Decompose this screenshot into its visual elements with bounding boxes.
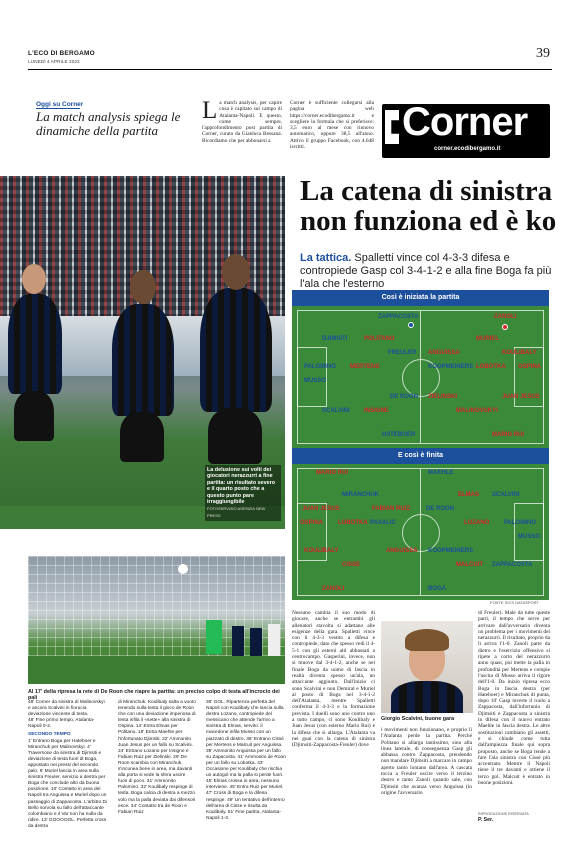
player-shorts: [208, 408, 262, 464]
player-label: ZAPPACOSTA: [378, 314, 419, 320]
player-shorts: [14, 391, 54, 441]
player-label: KOOPMEINERS: [428, 364, 474, 370]
player-label: ZAPPACOSTA: [492, 562, 533, 568]
player-marker: [408, 322, 414, 328]
section-kicker: Oggi su Corner: [36, 101, 84, 108]
intro-column-2: Corner è sufficiente collegarsi alla pagina web https://corner.ecodibergamo.it e scegliere la formula che si preferisce: 3,5 euro al mese con rinnovo automatico, oppure 38,5 all'anno. Attivo il gruppo Facebook, con 4.648 iscritti.: [290, 100, 374, 151]
left-box: [297, 347, 327, 407]
player-label: JUAN JESUS: [302, 506, 340, 512]
newspaper-name: L'ECO DI BERGAMO: [28, 50, 95, 57]
player-label: MAEHLE: [428, 470, 454, 476]
second-half-heading: SECONDO TEMPO: [28, 732, 71, 738]
hair: [405, 629, 449, 651]
deck-text: Spalletti vince col 4-3-3 difesa e contropiede Gasp col 3-4-1-2 e alla fine Boga fa più l'ala che l'esterno: [300, 252, 552, 290]
player-label: ANGUISSA: [428, 350, 460, 356]
photo-caption-text: La delusione sui volti dei giocatori nerazzurri a fine partita: un risultato severo e il quarto posto che a questo punto pare irraggiungibile: [207, 467, 275, 506]
pitch-diagram: [297, 310, 544, 444]
player-label: ZIELINSKI: [428, 394, 458, 400]
ball-icon: [178, 564, 188, 574]
live-entry: 1' Entrano Boga per Hateboer e Miranchuk per Malinovskyi. 4' Traversone da sinistra di Djimsiti e deviazione di testa fuori di Boga, appostato nei pressi del secondo palo. 6' Muriel lancia in area sulla sinistra Freuler, servizio a destra per Boga che conclude alto da buona posizione. 10' Contatto in area del Napoli tra Anguissa e Muriel dopo un passaggio di Zappacosta. L'arbitro Di Bello sorvola su fallo dell'attaccante colombiano e il Var non ha nulla da ridire. 13' GOOOOOL. Perfetta cross da destra: [28, 738, 108, 829]
player-label: DE ROON: [426, 506, 455, 512]
player-label: FABIAN RUIZ: [372, 506, 410, 512]
issue-date: LUNEDÌ 4 APRILE 2022: [28, 60, 80, 65]
player-label: PALOMINO: [304, 364, 336, 370]
live-entry: 48' Corner da sinistra di Malinovskyi e ancora Scalvini in fiorucia deviazione vincente di testa.: [28, 700, 105, 718]
player-label: OSPINA: [300, 520, 324, 526]
player-label: POLITANO: [364, 336, 395, 342]
player-label: MUSSO: [518, 534, 541, 540]
player-label: MIRANCHUK: [342, 492, 379, 498]
player-figure: [112, 304, 174, 416]
player-label: SCALVINI: [492, 492, 520, 498]
copyright-note: RIPRODUZIONE RISERVATA: [478, 812, 529, 816]
player-figure: [200, 288, 272, 412]
player-shorts: [120, 412, 164, 462]
scalvini-portrait: [381, 621, 473, 713]
drop-cap: L: [202, 97, 218, 124]
logo-url: corner.ecodibergamo.it: [434, 146, 501, 152]
player-figure: [268, 624, 280, 656]
intro-text-1: a match analysis, per capire cosa è capitato sul campo di Atalanta-Napoli. E questo, come sempre, l'approfondimento post partita di Corner, curato da Gianluca Bessana. Ricordiamo che per abbonarsi a: [202, 100, 282, 144]
corner-mark-icon: [385, 110, 399, 144]
pitch-diagram: [297, 468, 544, 596]
photo-credit: FOTOSERVIZIO AGENZIA NEW PRESS: [207, 506, 266, 518]
player-label: ZANOLI: [494, 314, 517, 320]
player-label: FREULER: [388, 350, 417, 356]
player-label: PASALIC: [370, 520, 396, 526]
formation-end-title: E così è finita: [292, 448, 549, 464]
goal-net: [28, 556, 285, 656]
intro-headline: La match analysis spiega le dinamiche della partita: [36, 109, 181, 138]
player-label: MURIEL: [476, 336, 499, 342]
formation-source: FONTE SICS DATASPORT: [490, 600, 539, 605]
live-column-2: di Miranchuk. Koulibaly salta a vuoto tenendo sulla testa il gioco de Roon che con una deviazione imperiosa di testa infila il «sette» alla sinistra di Ospina. 14' Entra Elmas per Politano. 18' Entra Maehle per l'infortunato Djimsiti. 22' Ammonito Juan Jesus per un fallo su Scalvini. 24' Entrano Lozano per Insigne e Fabian Ruiz per Zielinski. 29' De Roon scambia con Miranchuk, s'incunea bene in area, ma davanti alla porta si vede la sfera uscire fuori di poco. 31' Ammonito Palomino. 32' Koulibaly respinge di testa. Boga calcia di destra a mezzo volo ma la palla deviata dai difensori esce. 34' Contatto tra de Roon e Fabian Ruiz: [118, 700, 196, 815]
player-figure: [8, 294, 62, 394]
player-label: ANGUISSA: [386, 548, 418, 554]
body-column-3: di Freuler). Male da tutte queste parti, il tempo che serve per arrivare dall'avversario diventa un problema per i movimenti dei nerazzurri. Il risultato, proprio da lì arriva l'1-0. Zanoli parte da dietro e l'esercizio offensivo si ripete a corto del nerazzurro anno quasi, poi mette la palla in profondità per Mertens e compie l'uscita di Musso arriva il rigore dell'1-0. Da inizio ripresa ecco Boga in fascia destra (per Hateboer) e Miranchuk di punta, dopo 10' Gasp inverte il ruolo a Zappacosta, dall'infortunio di Djimsiti e Zappacosta a sinistra in difesa con il nuovo entrato Maehle in fascia destra. Le altre sostituzioni cambiano gli assetti, e si chiude come tutta dall'ampiezza finale qui sopra proposto, anche se Boga tende a fare l'ala sinistra con Cissé più accentrato. Mentre il Napoli tiene il tre davanti e ottiene il terzo gol. Malcuit è entrato in buone posizioni.: [478, 610, 550, 787]
live-column-3: 36' GOL. Ripartenza perfetta del Napoli con Koulibaly che lancia sulla destra Lozano, contropiede del messicano che attende l'arrivo a sinistra di Elmas, servito: il macedone infila Musso con un piazzato di destro. 38' Entrano Cissé per Mertens e Malcuit per Anguissa. 39' Ammonito Anguissa per un fallo su Zapacosta. 41' Ammonito de Roon per un fallo su Lobotka. 43' Occasione per Koulibaly che rischia un autogol ma la palla si perde fuori. 45' Elmas crossa in area, nessuno interviene. 45' Entra Ruiz per Muriel. 47' Cross di Boga e la difesa respinge. 49' Un tentativo dell'interno dell'area di Cisse e risulta da Koulibaly. 51' Fine partita, Atalanta-Napoli 1-3.: [206, 700, 286, 821]
player-label: MALCUIT: [456, 562, 483, 568]
body-column-1: Nessuno cambia il suo modo di giocare, anche se entrambi gli allenatori stavolta si adattano alle esigenze della gara. Spalletti vince con il 4-3-3 vestito a difesa e contropiede, dato che spesso vedi il 4-5-1 con gli esterni alti abbassati a centrocampo. Gasperini, invece, non si muove dal 3-4-1-2, anche se nel finale Boga da uomo di fascia in realtà diventa spesso un'ala, un attaccante aggiunto. Dall'inizio ci sono Scalvini e non Demiral e Muriel al posto di Boga nel 3-4-1-2 dell'Atalanta, mentre Spalletti conferma il 4-3-3 e la formazione prevista. I duelli sono uno contro uno a tutto campo, ci sono Koulibaly e Juan Jesus (con esterno Mario Rui) e la difesa che si allarga. L'Atalanta va nei guai con la catena di sinistra (Djimsiti-Zappacosta-Freuler) dove: [292, 610, 375, 749]
player-label: MARIO RUI: [316, 470, 348, 476]
player-head: [130, 270, 156, 304]
photo-caption: [205, 465, 281, 521]
pitch-grass: [28, 656, 285, 684]
article-deck: [300, 252, 560, 291]
logo-word: Corner: [402, 104, 528, 144]
player-label: PALOMINO: [504, 520, 536, 526]
player-figure: [232, 626, 244, 656]
goalkeeper-figure: [206, 620, 222, 654]
player-head: [22, 264, 46, 294]
player-head: [222, 254, 250, 290]
player-label: BOGA: [428, 586, 446, 592]
right-box: [514, 503, 544, 561]
player-label: MUSSO: [304, 378, 327, 384]
formation-start-box: [292, 290, 549, 448]
article-title: La catena di sinistra non funziona ed è ko: [300, 175, 557, 237]
goal-photo: [28, 556, 285, 684]
player-label: LOZANO: [464, 520, 490, 526]
player-label: MARIO RUI: [492, 432, 524, 438]
player-label: KOULIBALY: [304, 548, 339, 554]
player-label: MALINOVSKYI: [456, 408, 498, 414]
deck-lead: La tattica.: [300, 252, 352, 264]
player-label: DJIMSITI: [322, 336, 348, 342]
player-label: JUAN JESUS: [502, 394, 540, 400]
portrait-caption: Giorgio Scalvini, buone gara: [381, 716, 455, 722]
body-column-2: i movimenti non funzionano, e proprio lì l'Atalanta perde la partita. Perché Politano si allarga tantissimo, sino alla linea laterale, di conseguenza Gasp gli abbassa contro Zappacosta, prendendo non mandare Djimsiti a marcare in campo aperto tanto lontano dall'area. A cascata tocca a Freuler uscire verso il terzino destro e tanto Zanoli quando sale, con Djimsiti che avanza verso Anguissa (in origine l'avversario: [381, 727, 472, 796]
goal-caption: Al 17' della ripresa la rete di De Roon che riapre la partita: un preciso colpo di testa all'incrocio dei pali: [28, 689, 280, 701]
player-label: LOBOTKA: [476, 364, 506, 370]
formation-start-title: Così è iniziata la partita: [292, 290, 549, 306]
player-label: CISSE: [342, 562, 361, 568]
player-label: OSPINA: [518, 364, 542, 370]
player-label: INSIGNE: [364, 408, 389, 414]
player-figure: [250, 628, 262, 658]
player-label: KOOPMEINERS: [428, 548, 474, 554]
player-marker: [502, 324, 508, 330]
player-label: SCALVINI: [322, 408, 350, 414]
player-label: LOBOTKA: [338, 520, 368, 526]
author-signature: P. Ser.: [478, 817, 494, 823]
live-entry: 48' Fine primo tempo, Atalanta-Napoli 0-2.: [28, 718, 95, 730]
intro-column-1: [202, 97, 282, 160]
page-number: 39: [536, 46, 550, 61]
player-label: KOULIBALY: [502, 350, 537, 356]
page-header: [28, 48, 552, 70]
corner-logo: [382, 104, 550, 158]
player-label: ZANOLI: [322, 586, 345, 592]
player-label: HATEBOER: [382, 432, 416, 438]
player-label: ELMAS: [458, 492, 479, 498]
live-column-1: [28, 700, 108, 830]
player-label: MERTENS: [350, 364, 380, 370]
center-circle: [402, 514, 440, 552]
player-label: DE ROON: [390, 394, 419, 400]
shirt: [391, 681, 463, 713]
formation-end-box: [292, 448, 549, 600]
